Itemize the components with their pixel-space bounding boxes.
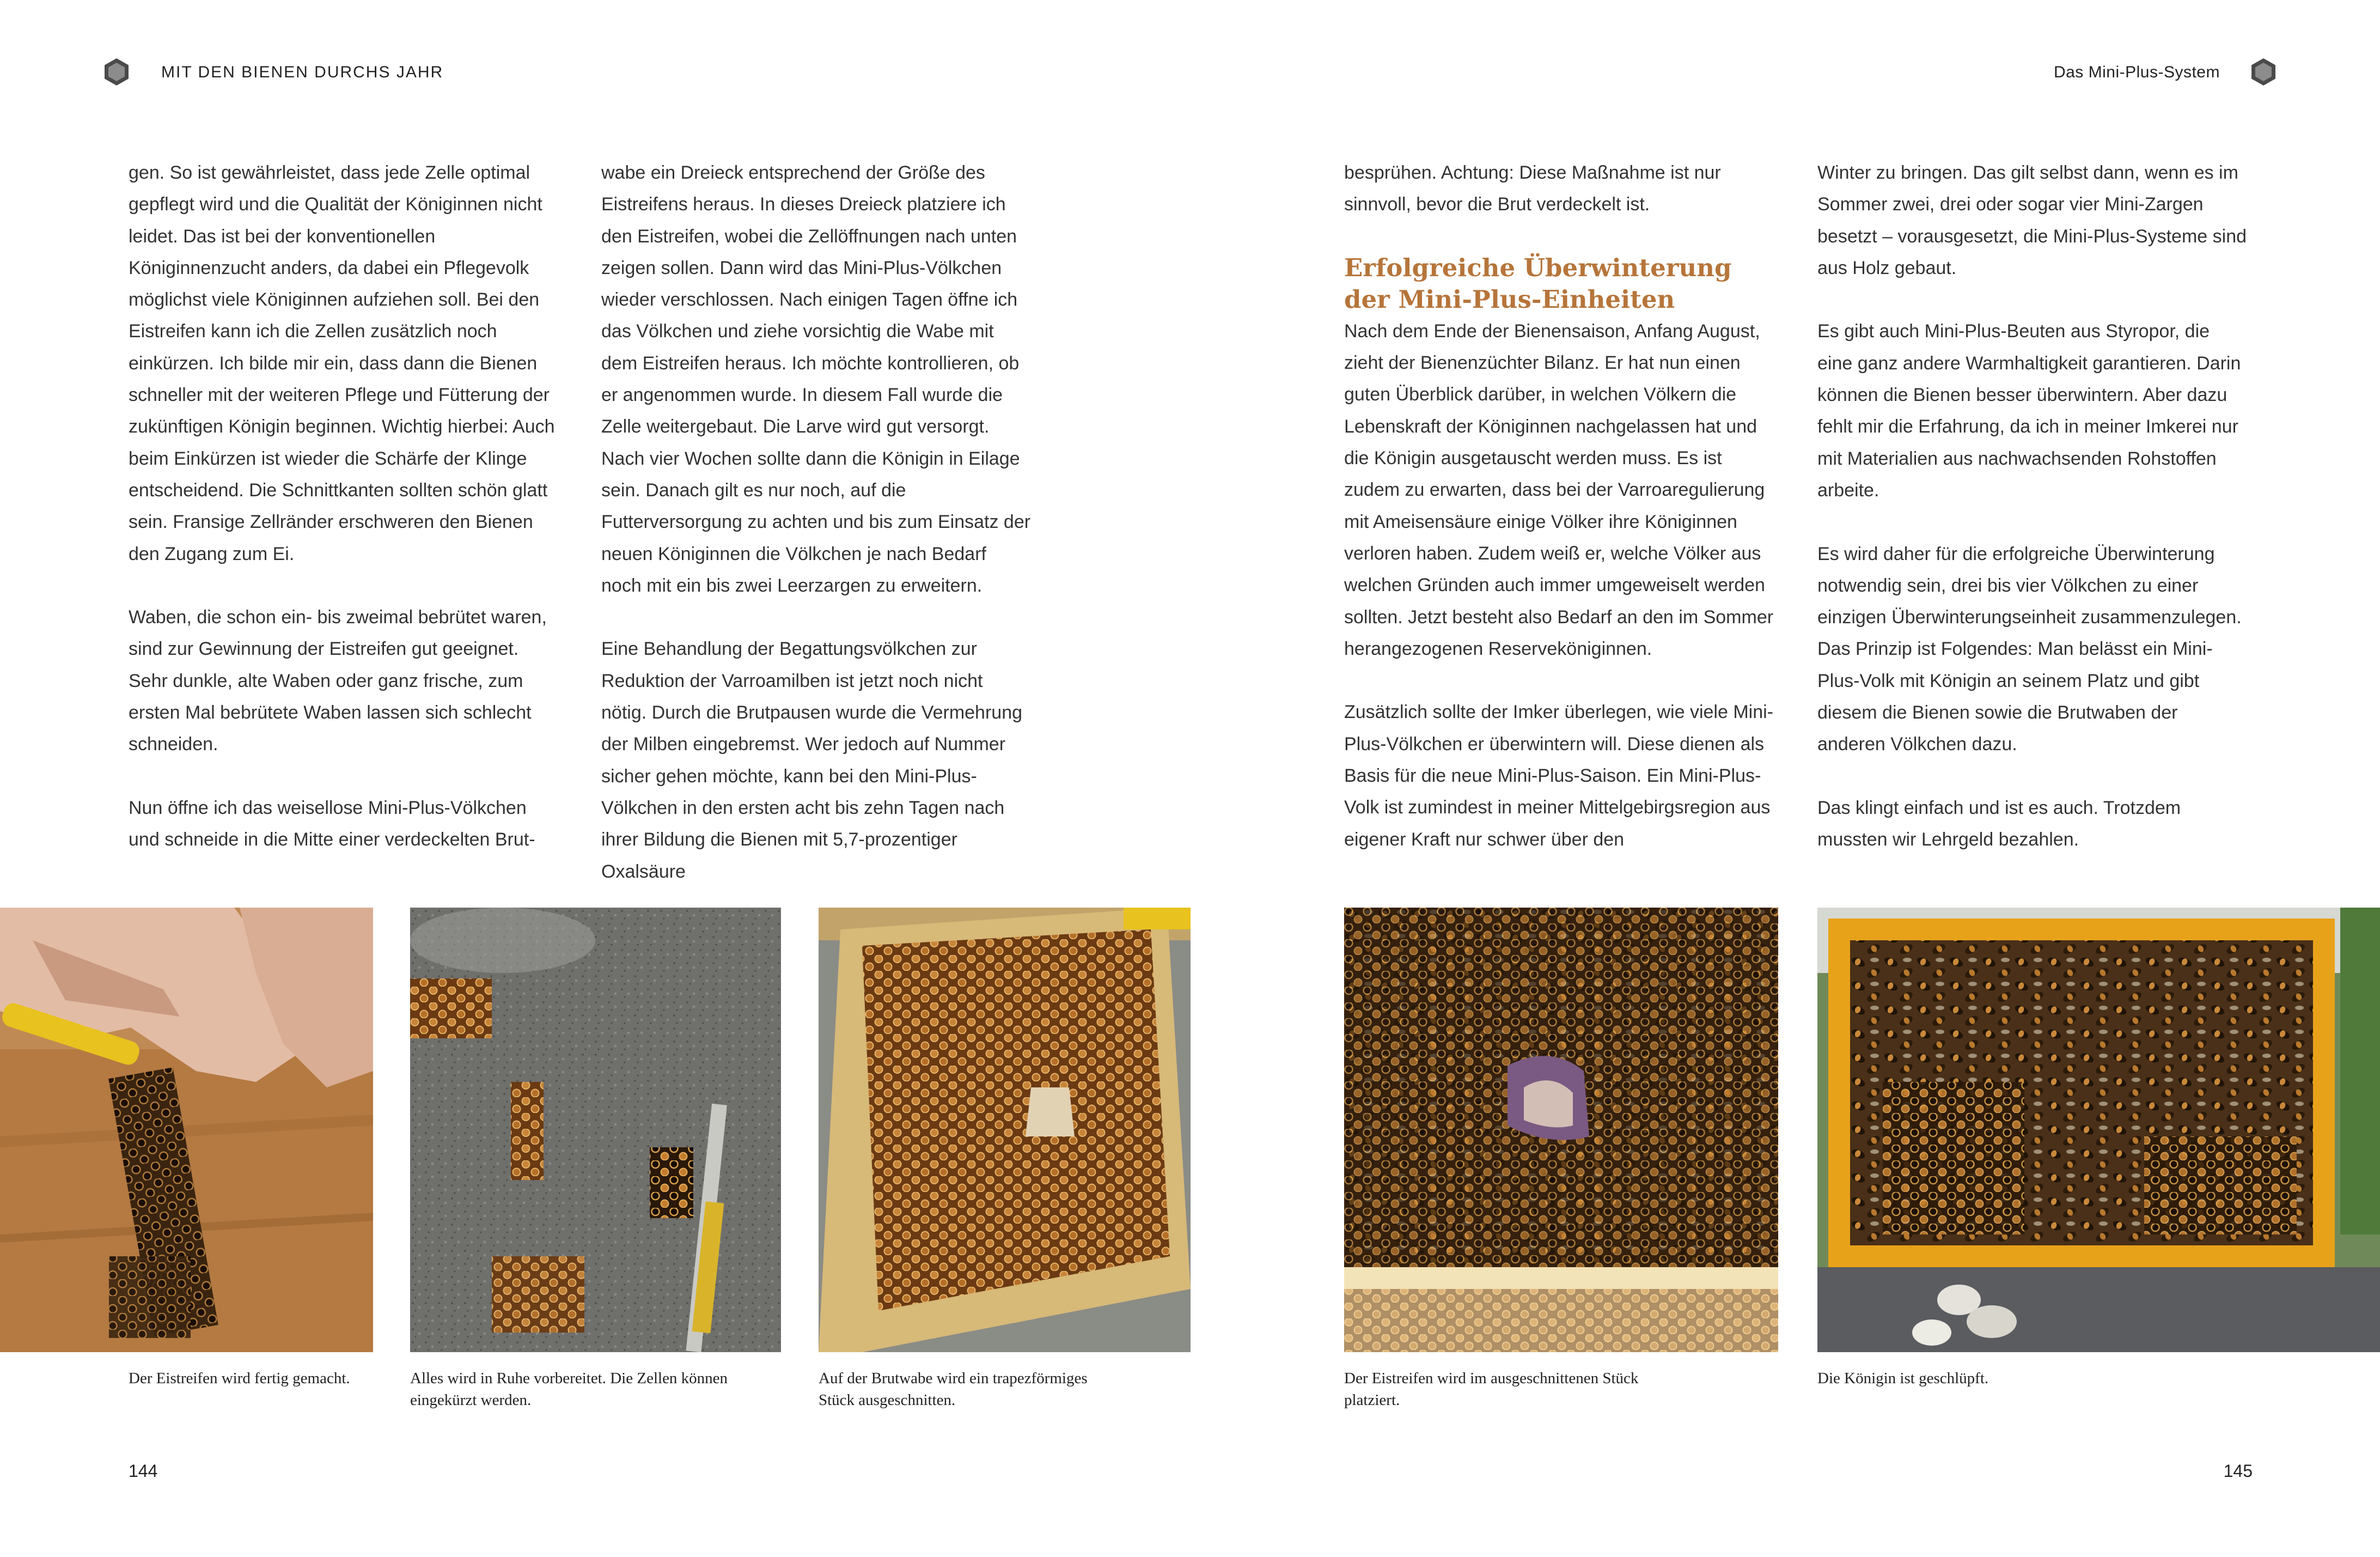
hexagon-icon — [2248, 57, 2279, 87]
hexagon-icon — [101, 57, 132, 87]
running-header-right: Das Mini-Plus-System — [2053, 63, 2220, 81]
running-header-left: MIT DEN BIENEN DURCHS JAHR — [161, 63, 444, 81]
page-number-right: 145 — [2223, 1461, 2253, 1481]
section-heading: Erfolgreiche Überwinterung der Mini-Plus-Einheiten — [1344, 253, 1732, 314]
text-column-right-2 — [1817, 157, 2248, 856]
caption: Auf der Brutwabe wird ein trapezförmiges Stück ausgeschnitten. — [819, 1370, 1088, 1409]
paragraph: Es gibt auch Mini-Plus-Beuten aus Styropor, die eine ganz andere Warmhaltigkeit garantieren. Darin können die Bienen besser überwintern. Aber dazu fehlt mir die Erfahrung, da ich in meiner Imkerei nur mit Materialien aus nachwachsenden Rohstoffen arbeite. — [1817, 321, 2241, 501]
paragraph: Das klingt einfach und ist es auch. Trotzdem mussten wir Lehrgeld bezahlen. — [1817, 797, 2181, 850]
paragraph: Zusätzlich sollte der Imker überlegen, wie viele Mini-Plus-Völkchen er überwintern will. Diese dienen als Basis für die neue Mini-Plus-Saison. Ein Mini-Plus-Volk ist zumindest in meiner Mittelgebirgsregion aus eigener Kraft nur schwer über den — [1344, 702, 1773, 850]
text-column-left-2 — [601, 157, 1032, 887]
photo-cutting-egg-strip — [0, 908, 373, 1352]
caption: Die Königin ist geschlüpft. — [1817, 1370, 1989, 1387]
photo-queen-hatched — [1817, 908, 2380, 1352]
photo-brood-frame-cut — [819, 908, 1191, 1352]
photo-strip-placed — [1344, 908, 1778, 1352]
paragraph: Winter zu bringen. Das gilt selbst dann, wenn es im Sommer zwei, drei oder sogar vier Mini-Zargen besetzt – vorausgesetzt, die Mini-Plus-Systeme sind aus Holz gebaut. — [1817, 162, 2247, 278]
text-column-right-1 — [1344, 157, 1774, 855]
paragraph: Nach dem Ende der Bienensaison, Anfang August, zieht der Bienenzüchter Bilanz. Er hat nun einen guten Überblick darüber, in welchen Völkern die Lebenskraft der Königinnen nachgelassen hat und die Königin ausgetauscht werden muss. Es ist zudem zu erwarten, dass bei der Varroaregulierung mit Ameisensäure einige Völker ihre Königinnen verloren haben. Zudem weiß er, welche Völker aus welchen Gründen auch immer umgeweiselt werden sollten. Jetzt besteht also Bedarf an den im Sommer herangezogenen Reserveköniginnen. — [1344, 320, 1774, 659]
paragraph: Es wird daher für die erfolgreiche Überwinterung notwendig sein, drei bis vier Völkchen zu einer einzigen Überwinterungseinheit zusammenzulegen. Das Prinzip ist Folgendes: Man belässt ein Mini-Plus-Volk mit Königin an seinem Platz und gibt diesem die Bienen sowie die Brutwaben der anderen Völkchen dazu. — [1817, 543, 2242, 755]
paragraph: besprühen. Achtung: Diese Maßnahme ist nur sinnvoll, bevor die Brut verdeckelt ist. — [1344, 162, 1721, 215]
photo-prepared-comb-pieces — [410, 908, 781, 1352]
paragraph: gen. So ist gewährleistet, dass jede Zelle optimal gepflegt wird und die Qualität der Königinnen nicht leidet. Das ist bei der konventionellen Königinnenzucht anders, da dabei ein Pflegevolk möglichst viele Königinnen aufziehen soll. Bei den Eistreifen kann ich die Zellen zusätzlich noch einkürzen. Ich bilde mir ein, dass dann die Bienen schneller mit der weiteren Pflege und Fütterung der zukünftigen Königin beginnen. Wichtig hierbei: Auch beim Einkürzen ist wieder die Schärfe der Klinge entscheidend. Die Schnittkanten sollten schön glatt sein. Fransige Zellränder erschweren den Bienen den Zugang zum Ei. — [129, 162, 555, 564]
paragraph: Nun öffne ich das weisellose Mini-Plus-Völkchen und schneide in die Mitte einer verdeckelten Brut- — [129, 797, 535, 850]
caption: Der Eistreifen wird im ausgeschnittenen Stück platziert. — [1344, 1370, 1639, 1409]
paragraph: wabe ein Dreieck entsprechend der Größe des Eistreifens heraus. In dieses Dreieck platziere ich den Eistreifen, wobei die Zellöffnungen nach unten zeigen sollen. Dann wird das Mini-Plus-Völkchen wieder verschlossen. Nach einigen Tagen öffne ich das Völkchen und ziehe vorsichtig die Wabe mit dem Eistreifen heraus. Ich möchte kontrollieren, ob er angenommen wurde. In diesem Fall wurde die Zelle weitergebaut. Die Larve wird gut versorgt. Nach vier Wochen sollte dann die Königin in Eilage sein. Danach gilt es nur noch, auf die Futterversorgung zu achten und bis zum Einsatz der neuen Königinnen die Völkchen je nach Bedarf noch mit ein bis zwei Leerzargen zu erweitern. — [601, 162, 1031, 596]
page-number-left: 144 — [129, 1461, 158, 1481]
caption: Der Eistreifen wird fertig gemacht. — [129, 1370, 350, 1387]
caption: Alles wird in Ruhe vorbereitet. Die Zellen können eingekürzt werden. — [410, 1370, 728, 1409]
paragraph: Eine Behandlung der Begattungsvölkchen zur Reduktion der Varroamilben ist jetzt noch nicht nötig. Durch die Brutpausen wurde die Vermehrung der Milben eingebremst. Wer jedoch auf Nummer sicher gehen möchte, kann bei den Mini-Plus-Völkchen in den ersten acht bis zehn Tagen nach ihrer Bildung die Bienen mit 5,7-prozentiger Oxalsäure — [601, 638, 1023, 882]
text-column-left-1 — [129, 157, 559, 856]
paragraph: Waben, die schon ein- bis zweimal bebrütet waren, sind zur Gewinnung der Eistreifen gut geeignet. Sehr dunkle, alte Waben oder ganz frische, zum ersten Mal bebrütete Waben lassen sich schlecht schneiden. — [129, 607, 547, 755]
